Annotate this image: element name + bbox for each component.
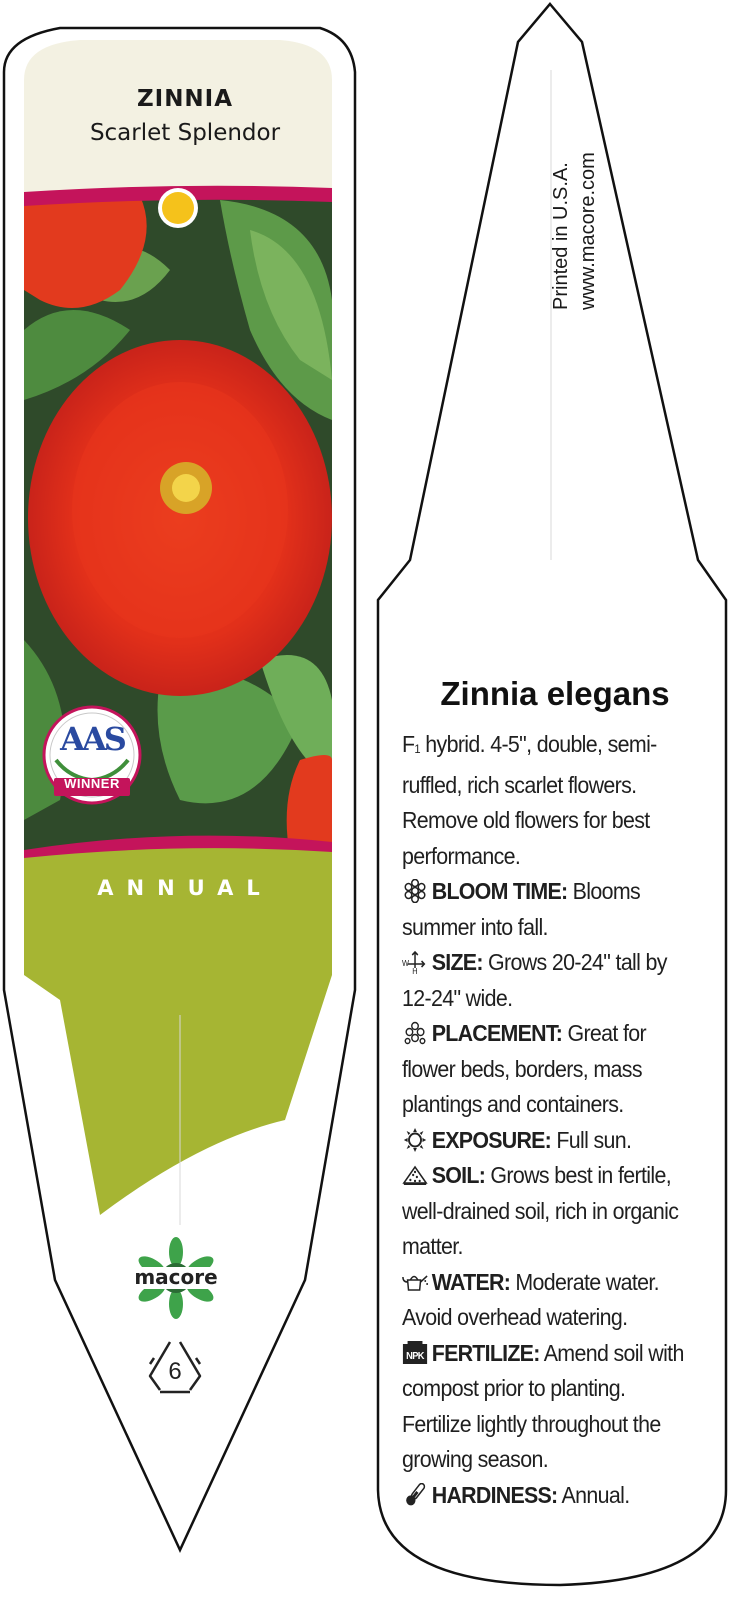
bloom-time-row: BLOOM TIME: Blooms summer into fall. [402, 878, 641, 940]
printed-in: Printed in U.S.A. [550, 162, 572, 310]
soil-row: SOIL: Grows best in fertile, well-drained soil, rich in organic matter. [402, 1162, 679, 1259]
size-icon [402, 950, 428, 974]
hardiness-row: HARDINESS: Annual. [402, 1478, 696, 1514]
aas-badge-text [44, 722, 140, 791]
svg-text:NPK: NPK [406, 1350, 424, 1362]
variety-name: Scarlet Splendor [89, 120, 281, 146]
svg-text:W: W [402, 958, 409, 969]
aas-label: AAS [60, 720, 124, 758]
fertilize-row: NPK FERTILIZE: Amend soil with compost prior to planting. Fertilize lightly throughout the growing season. [402, 1339, 684, 1472]
website: www.macore.com [577, 152, 599, 310]
npk-icon [402, 1341, 428, 1365]
size-row: W H SIZE: Grows 20-24" tall by 12-24" wide. [402, 949, 667, 1011]
flower-icon [402, 879, 428, 903]
category-label: ANNUAL [97, 876, 273, 900]
water-row: WATER: Moderate water. Avoid overhead watering. [402, 1268, 659, 1330]
brand-logo-text: macore [134, 1265, 218, 1289]
description: F1 hybrid. 4-5", double, semi-ruffled, rich scarlet flowers. Remove old flowers for best performance. [402, 731, 657, 869]
print-info [548, 152, 602, 310]
winner-label: WINNER [64, 776, 120, 791]
thermometer-icon [402, 1483, 428, 1507]
watering-can-icon [402, 1270, 428, 1294]
placement-icon [402, 1021, 428, 1045]
exposure-row: EXPOSURE: Full sun. [402, 1123, 696, 1159]
soil-icon [402, 1163, 428, 1187]
placement-row: PLACEMENT: Great for flower beds, borders, mass plantings and containers. [402, 1020, 647, 1117]
sun-icon [402, 1128, 428, 1152]
recycle-code: 6 [168, 1358, 182, 1385]
species-name: Zinnia elegans [440, 675, 670, 712]
plant-name: ZINNIA [136, 86, 234, 112]
care-instructions [402, 727, 696, 1513]
svg-text:H: H [412, 966, 417, 974]
